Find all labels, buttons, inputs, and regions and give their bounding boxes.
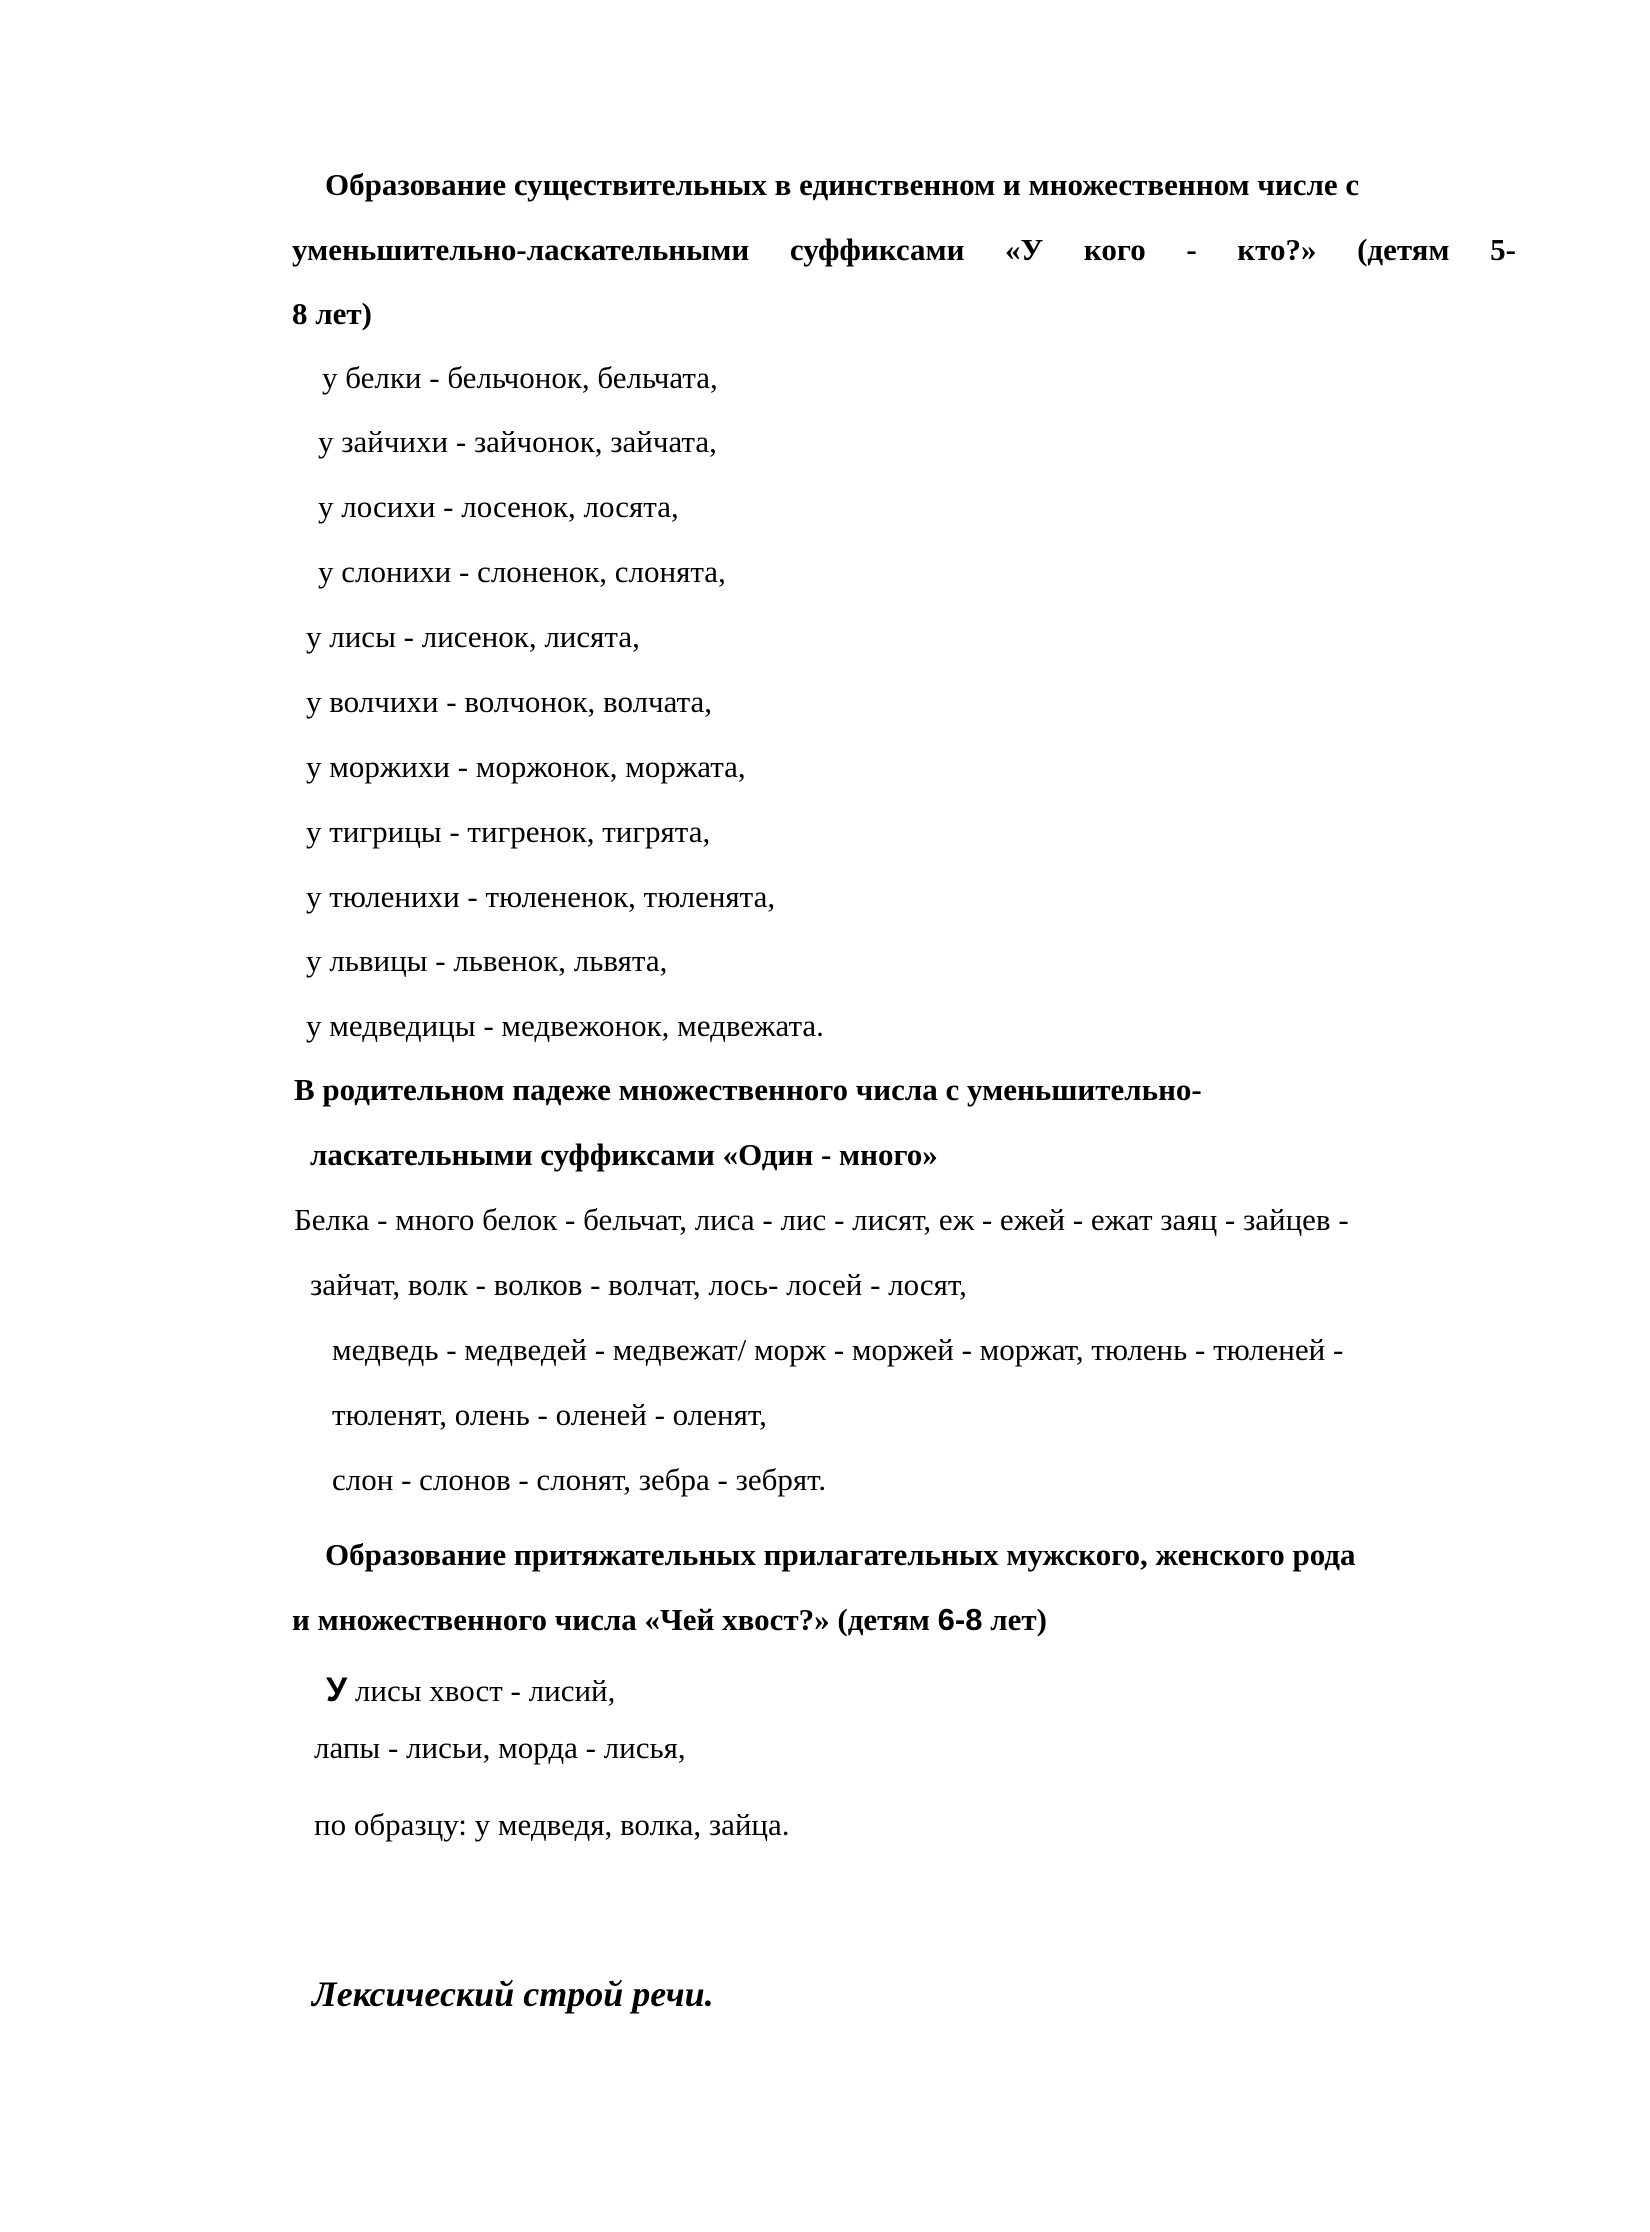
section1-item: у медведицы - медвежонок, медвежата. [306,1008,824,1043]
section3-heading-line2-end: лет) [982,1602,1047,1637]
section3-item1-text: лисы хвост - лисий, [347,1673,616,1708]
section1-item: у волчихи - волчонок, волчата, [306,684,713,719]
section1-item: у лосихи - лосенок, лосята, [318,489,679,524]
section3-item1 [326,1670,615,1711]
section2-line: зайчат, волк - волков - волчат, лось- лосей - лосят, [310,1267,967,1302]
section2-line: тюленят, олень - оленей - оленят, [332,1397,767,1432]
section1-item: у зайчихи - зайчонок, зайчата, [318,424,717,459]
section1-item: у львицы - львенок, львята, [306,943,668,978]
section3-heading-line2 [292,1600,1047,1640]
section1-heading-line2: уменьшительно-ласкательными суффиксами «У кого - кто?» (детям 5- [292,232,1516,267]
section3-heading-line2-text: и множественного числа «Чей хвост?» (детям [292,1602,938,1637]
section3-heading-age: 6-8 [937,1602,983,1637]
section2-line: медведь - медведей - медвежат/ морж - моржей - моржат, тюлень - тюленей - [332,1332,1344,1367]
section1-item: у тигрицы - тигренок, тигрята, [306,814,711,849]
section1-item: у слонихи - слоненок, слонята, [318,554,726,589]
section2-heading-line2: ласкательными суффиксами «Один - много» [310,1137,938,1172]
section1-heading-line1: Образование существительных в единственном и множественном числе с [325,167,1360,202]
section1-item: у белки - бельчонок, бельчата, [322,360,718,395]
section4-title: Лексический строй речи. [312,1974,714,2014]
section1-item: у моржихи - моржонок, моржата, [306,749,746,784]
section2-line: слон - слонов - слонят, зебра - зебрят. [332,1462,827,1497]
section1-item: у тюленихи - тюлененок, тюленята, [306,879,776,914]
section2-heading-line1: В родительном падеже множественного числа с уменьшительно- [294,1072,1202,1107]
section1-item: у лисы - лисенок, лисята, [306,619,640,654]
section3-item3: по образцу: у медведя, волка, зайца. [314,1807,790,1842]
section3-item1-prefix: У [326,1671,348,1709]
section1-heading-line3: 8 лет) [292,296,372,331]
section3-item2: лапы - лисьи, морда - лисья, [314,1730,686,1765]
section3-heading-line1: Образование притяжательных прилагательных мужского, женского рода [325,1537,1356,1572]
section2-line: Белка - много белок - бельчат, лиса - лис - лисят, еж - ежей - ежат заяц - зайцев - [294,1202,1349,1237]
